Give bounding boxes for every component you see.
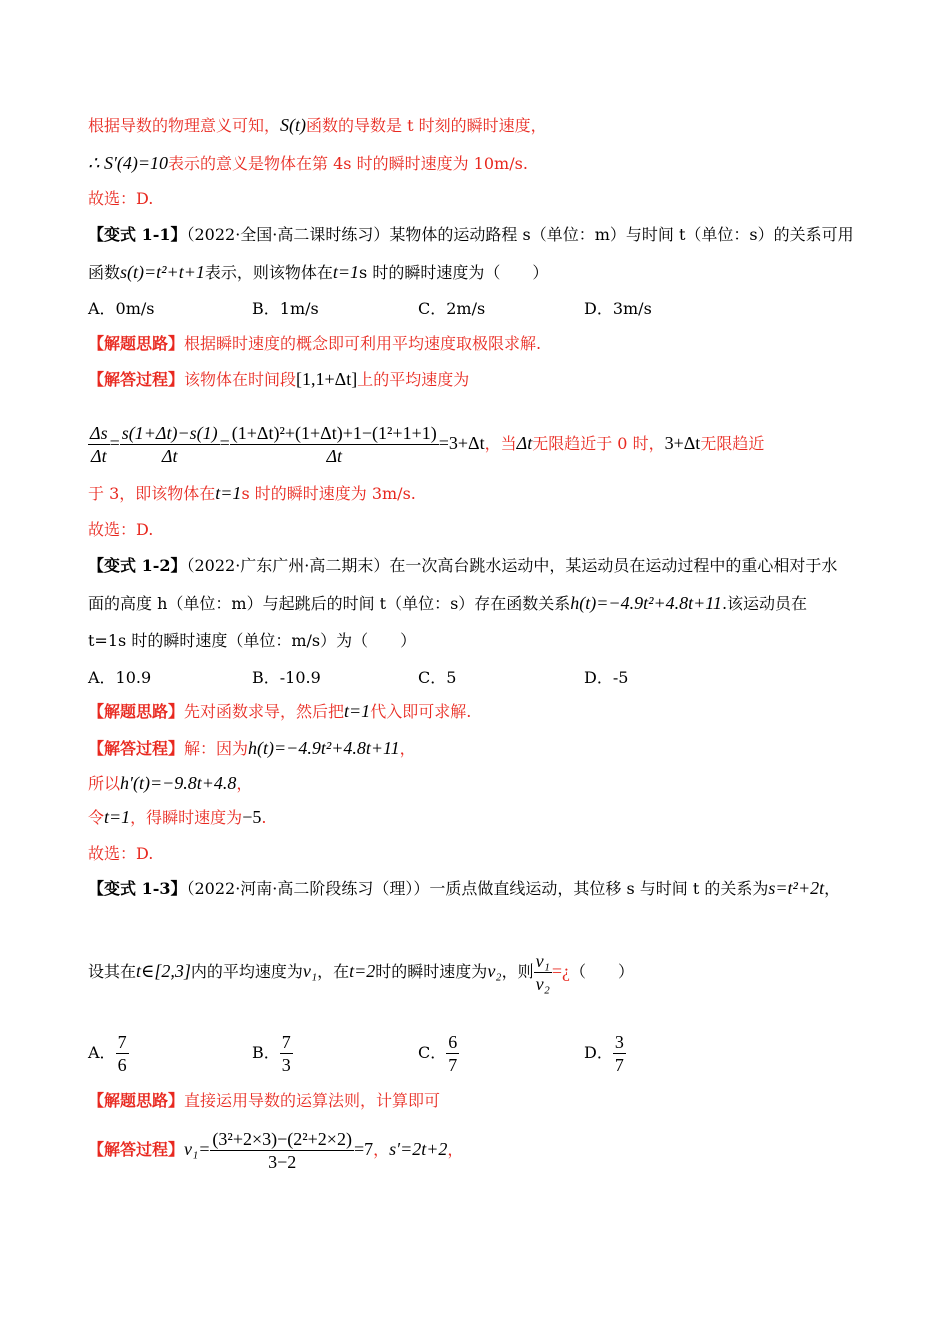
question-line: t=1s 时的瞬时速度（单位：m/s）为（ ） <box>88 631 417 650</box>
variant-tag: 【变式 1-2】 <box>88 556 187 575</box>
text: 根据导数的物理意义可知， <box>88 116 281 135</box>
paragraph-line <box>88 152 528 175</box>
fraction: $\frac{7}{3}$ <box>281 1032 291 1075</box>
fraction: $\frac{7}{6}$ <box>117 1032 127 1075</box>
variant-tag: 【变式 1-1】 <box>88 225 187 244</box>
paragraph-line <box>88 114 547 137</box>
option-b: B．1m/s <box>252 299 319 318</box>
question-line: 面的高度 h（单位：m）与起跳后的时间 t（单位：s）存在函数关系h(t)=−4.9t²+4.8t+11.该运动员在 <box>88 593 808 613</box>
question-line <box>88 224 854 246</box>
answer-line: 故选：D. <box>88 189 154 208</box>
option-a: A．10.9 <box>88 668 152 687</box>
answer-line: 故选：D. <box>88 844 154 863</box>
fraction: $\frac{\text{(3²+2×3)−(2²+2×2)}}{3-2}$ <box>212 1129 352 1172</box>
fraction: $\frac{s(1+\Delta t)-s(1)}{\Delta t}$ <box>121 423 218 466</box>
fraction: $\frac{\Delta s}{\Delta t}$ <box>90 423 108 466</box>
text: 函数的导数是 t 时刻的瞬时速度， <box>306 116 547 135</box>
equation-line: $\frac{\Delta s}{\Delta t}$ = $\frac{s(1+\Delta t)-s(1)}{\Delta t}$ = $\frac{\text{(1+Δt)²+(1+Δt)+1−(1²+1+1)}}{\Delta t}$ =3+Δt，当Δt无限趋近于 0 时，3+Δt无限趋近 <box>90 423 765 466</box>
variant-tag: 【变式 1-3】 <box>88 879 187 898</box>
text: 表示的意义是物体在第 4s 时的瞬时速度为 10m/s. <box>168 154 528 173</box>
conclusion-line: 于 3，即该物体在t=1s 时的瞬时速度为 3m/s. <box>88 483 416 503</box>
idea-text: 根据瞬时速度的概念即可利用平均速度取极限求解. <box>184 334 542 353</box>
solution-idea <box>88 333 541 355</box>
text: 该物体在时间段 <box>184 370 297 389</box>
source: （2022·广东广州·高二期末） <box>186 556 390 575</box>
option-d: D．3m/s <box>584 299 652 318</box>
option-b: B．-10.9 <box>252 668 321 687</box>
math-expression: ∴ S′(4)=10 <box>88 153 169 173</box>
process-tag: 【解答过程】 <box>88 370 185 389</box>
option-a: A． $\frac{7}{6}$ <box>88 1032 127 1075</box>
fraction: $\frac{6}{7}$ <box>448 1032 458 1075</box>
option-b: B． $\frac{7}{3}$ <box>252 1032 291 1075</box>
text: 函数 <box>88 263 121 282</box>
math-expression: S(t) <box>280 115 307 135</box>
question-text: 一质点做直线运动，其位移 s 与时间 t 的关系为 <box>429 879 769 898</box>
text: 表示，则该物体在 <box>204 263 333 282</box>
option-d: D．-5 <box>584 668 629 687</box>
option-c: C．2m/s <box>418 299 486 318</box>
text: 上的平均速度为 <box>357 370 470 389</box>
question-text: 某物体的运动路程 s（单位：m）与时间 t（单位：s）的关系可用 <box>389 225 854 244</box>
question-line: 设其在t∈[2,3]内的平均速度为v₁，在t=2时的瞬时速度为v₂，则 $\frac{\text{v₁}}{\text{v₂}}$ =¿（ ） <box>88 951 634 994</box>
source: （2022·全国·高二课时练习） <box>186 225 390 244</box>
question-text: 在一次高台跳水运动中，某运动员在运动过程中的重心相对于水 <box>389 556 838 575</box>
option-c: C．5 <box>418 668 457 687</box>
solution-line: 令t=1，得瞬时速度为−5. <box>88 807 267 827</box>
fraction: $\frac{3}{7}$ <box>614 1032 624 1075</box>
solution-process: 【解答过程】解：因为h(t)=−4.9t²+4.8t+11， <box>88 738 416 758</box>
question-line <box>88 261 548 284</box>
math-expression: h(t)=−4.9t²+4.8t+11 <box>570 593 722 613</box>
math-expression: t=1 <box>332 262 360 282</box>
source: （2022·河南·高二阶段练习（理）） <box>186 879 430 898</box>
fraction: $\frac{\text{(1+Δt)²+(1+Δt)+1−(1²+1+1)}}{\Delta t}$ <box>231 423 437 466</box>
question-line: 【变式 1-3】（2022·河南·高二阶段练习（理））一质点做直线运动，其位移 s 与时间 t 的关系为s=t²+2t， <box>88 878 841 898</box>
solution-idea: 【解题思路】先对函数求导，然后把t=1代入即可求解. <box>88 701 472 721</box>
option-c: C． $\frac{6}{7}$ <box>418 1032 458 1075</box>
solution-process: 【解答过程】v₁= $\frac{\text{(3²+2×3)−(2²+2×2)}}{3-2}$ =7，s′=2t+2， <box>88 1129 464 1172</box>
idea-tag: 【解题思路】 <box>88 334 185 353</box>
text: s 时的瞬时速度为（ ） <box>359 263 549 282</box>
math-expression: s(t)=t²+t+1 <box>120 262 205 282</box>
fraction: $\frac{\text{v₁}}{\text{v₂}}$ <box>535 951 550 994</box>
math-expression: [1,1+Δt] <box>296 369 358 389</box>
solution-idea: 【解题思路】直接运用导数的运算法则，计算即可 <box>88 1091 441 1110</box>
math-expression: =3+Δt <box>438 433 485 453</box>
option-d: D． $\frac{3}{7}$ <box>584 1032 624 1075</box>
answer-line: 故选：D. <box>88 520 154 539</box>
solution-process <box>88 368 469 391</box>
question-line <box>88 555 837 577</box>
solution-line: 所以h′(t)=−9.8t+4.8， <box>88 773 253 793</box>
option-a: A．0m/s <box>88 299 155 318</box>
